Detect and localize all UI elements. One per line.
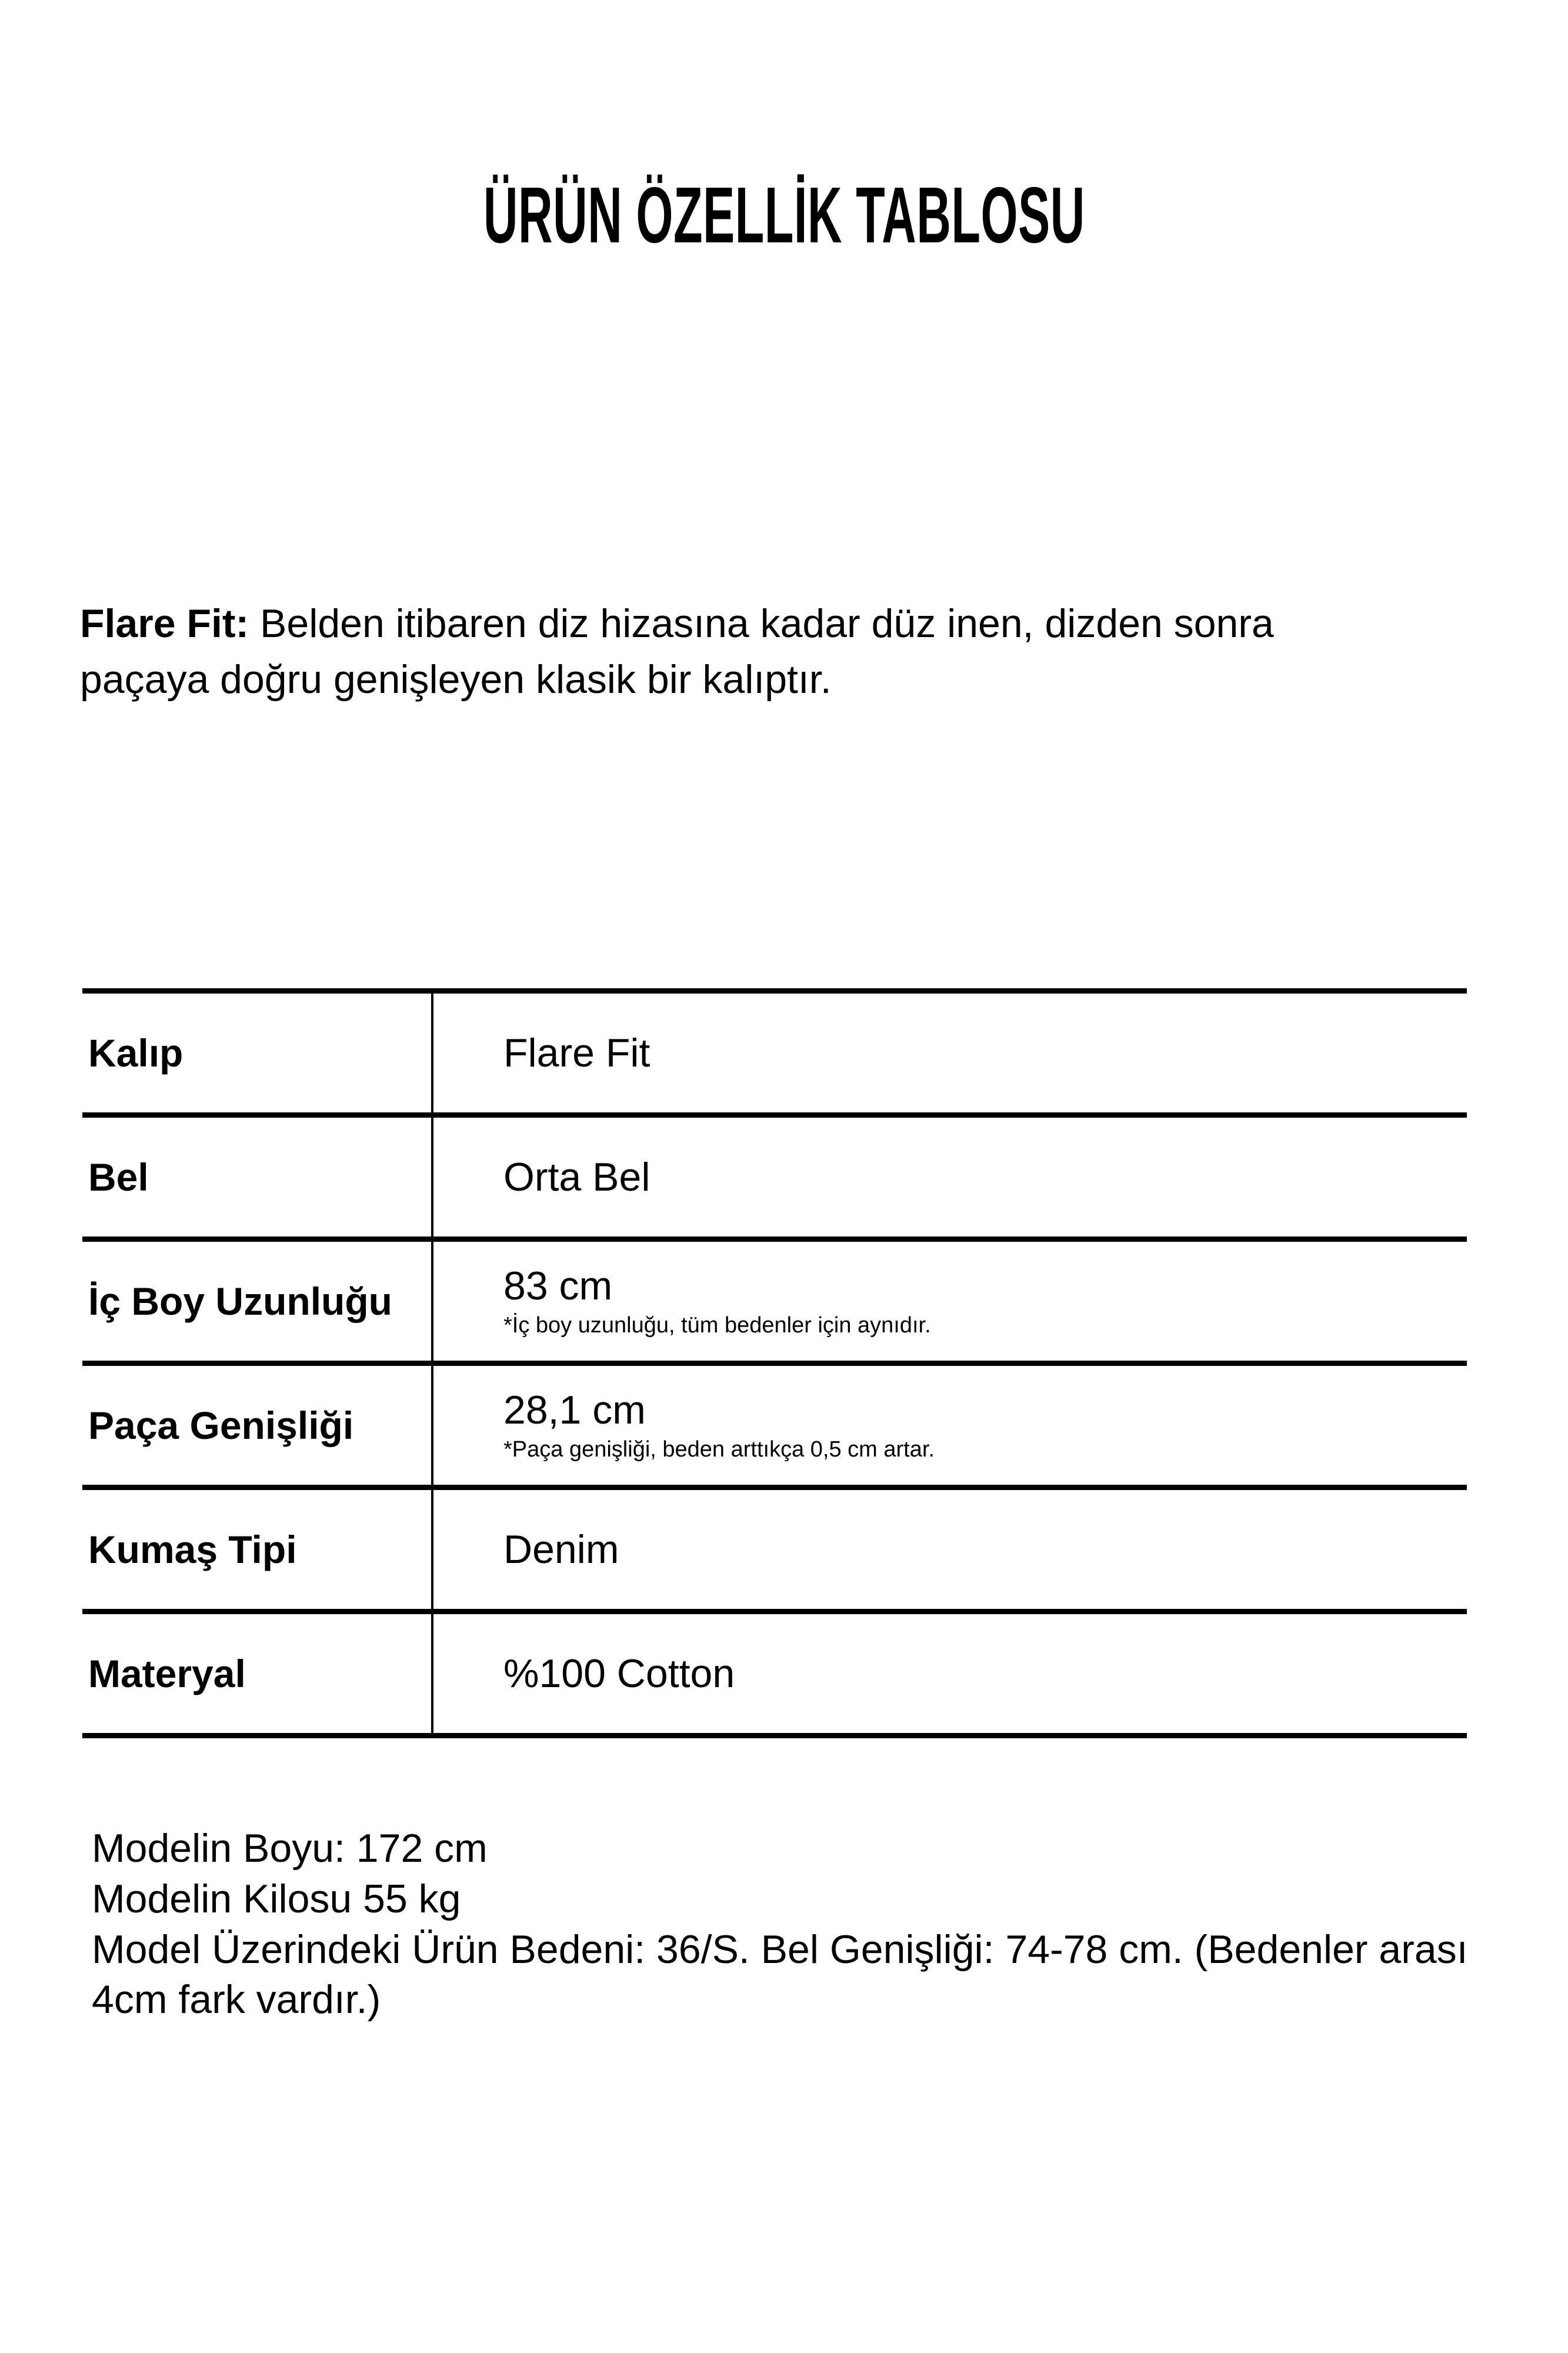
- spec-value-cell: [433, 1118, 1467, 1237]
- spec-value: 28,1 cm: [503, 1388, 646, 1433]
- spec-label: Kalıp: [82, 994, 433, 1112]
- spec-label: Paça Genişliği: [82, 1366, 433, 1485]
- model-size-line: Model Üzerindeki Ürün Bedeni: 36/S. Bel Genişliği: 74-78 cm. (Bedenler arası 4cm fark vardır.): [92, 1927, 1468, 2022]
- spec-label: Kumaş Tipi: [82, 1490, 433, 1609]
- page-title-text: ÜRÜN ÖZELLİK TABLOSU: [483, 171, 1085, 259]
- spec-value-cell: [433, 1366, 1467, 1485]
- spec-value: %100 Cotton: [503, 1651, 735, 1696]
- table-row-ic-boy-uzunlugu: [82, 1242, 1467, 1366]
- spec-value-cell: [433, 1490, 1467, 1609]
- spec-value: Orta Bel: [503, 1154, 650, 1199]
- spec-value-cell: [433, 994, 1467, 1112]
- spec-value: 83 cm: [503, 1264, 613, 1309]
- model-info: [92, 1824, 1527, 2025]
- spec-value-cell: [433, 1614, 1467, 1733]
- spec-table: [82, 988, 1467, 1738]
- spec-label: Bel: [82, 1118, 433, 1237]
- intro-paragraph: [80, 596, 1345, 708]
- intro-term: Flare Fit:: [80, 601, 261, 646]
- table-row-bel: [82, 1118, 1467, 1242]
- page-title: [0, 0, 1568, 259]
- table-row-paca-genisligi: [82, 1366, 1467, 1490]
- intro-description: Belden itibaren diz hizasına kadar düz inen, dizden sonra paçaya doğru genişleyen klasik bir kalıptır.: [80, 601, 1274, 702]
- model-height-line: Modelin Boyu: 172 cm: [92, 1826, 488, 1871]
- spec-value-cell: [433, 1242, 1467, 1361]
- spec-note: *Paça genişliği, beden arttıkça 0,5 cm artar.: [503, 1437, 935, 1462]
- table-row-kumas-tipi: [82, 1490, 1467, 1614]
- spec-label: Materyal: [82, 1614, 433, 1733]
- spec-label: İç Boy Uzunluğu: [82, 1242, 433, 1361]
- table-row-materyal: [82, 1614, 1467, 1733]
- spec-value: Flare Fit: [503, 1030, 650, 1075]
- spec-value: Denim: [503, 1527, 619, 1572]
- table-row-kalip: [82, 994, 1467, 1118]
- spec-note: *İç boy uzunluğu, tüm bedenler için aynıdır.: [503, 1312, 931, 1338]
- model-weight-line: Modelin Kilosu 55 kg: [92, 1877, 461, 1922]
